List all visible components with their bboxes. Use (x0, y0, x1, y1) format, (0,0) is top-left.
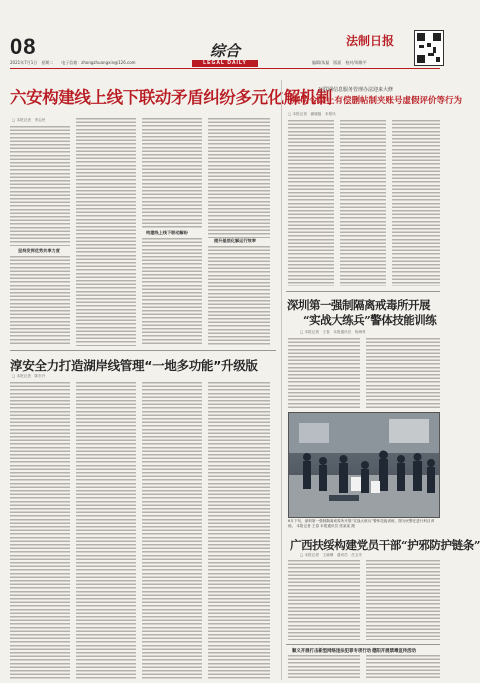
lead-headline[interactable]: 六安构建线上线下联动矛盾纠纷多元化解机制 (10, 88, 333, 107)
column-divider (281, 80, 282, 680)
lead-byline: □ 本报记者 李志民 (12, 118, 46, 122)
lead-text-col-3b (142, 238, 202, 346)
section-rule (10, 350, 276, 351)
qr-code-icon[interactable] (414, 30, 444, 66)
guangxi-headline[interactable]: 广西扶绥构建党员干部“护邪防护链条” (290, 538, 480, 552)
section-header (192, 44, 258, 66)
date-line: 2021年7月1日 星期二 电子信箱：zhongzhuangxin@126.com (10, 60, 136, 65)
footer-text-1 (288, 655, 360, 679)
footer-item-title-1[interactable]: 顺义开展打击新型网络违法犯罪专项行动 (292, 649, 372, 654)
guangxi-byline: □ 本报记者 王晓琳 通讯员 任玉安 (300, 553, 363, 557)
section-en: LEGAL DAILY (192, 60, 258, 67)
right-text-col-2 (340, 120, 386, 286)
lead-text-col-1 (10, 126, 70, 246)
shenzhen-text-col-1 (288, 338, 360, 408)
right-text-col-3 (392, 120, 440, 286)
editors-line: 编辑/朱磊 版面 校对/周维平 (312, 60, 367, 65)
shenzhen-byline: □ 本报记者 王春 本报通讯员 杨海青 (300, 330, 366, 334)
lead-subhead-2: 构建线上线下联动解纷 (146, 230, 188, 235)
lead-text-col-2 (76, 118, 136, 346)
lead-text-col-4b (208, 246, 270, 346)
right-headline[interactable]: 规明令禁止有偿删帖制夹账号虚假评价等行为 (292, 96, 463, 106)
footer-item-title-2[interactable]: 德阳开展禁毒宣传活动 (372, 649, 416, 654)
photo-caption: 6月下旬，深圳第一强制隔离戒毒所开展“实战大练兵”警体技能训练，图为民警在进行科目训练。 本报记者 王春 本报通讯员 张某某 摄 (288, 519, 435, 528)
news-photo[interactable] (288, 412, 440, 518)
lead-text-col-1b (10, 256, 70, 346)
lead-subhead-3: 提升基层化解运行效率 (214, 238, 256, 243)
footer-text-2 (366, 655, 440, 679)
safety-headline[interactable]: 淳安全力打造湖岸线管理“一地多功能”升级版 (10, 358, 258, 373)
footer-rule (286, 644, 440, 645)
shenzhen-title-2[interactable]: “实战大练兵”警体技能训练 (303, 313, 437, 327)
newspaper-logo: 法制日报 (346, 34, 395, 48)
shenzhen-text-col-2 (366, 338, 440, 408)
masthead-rule (10, 68, 440, 69)
safety-text-col-1 (10, 382, 70, 680)
section-title: 综合 (209, 42, 240, 60)
safety-text-col-3 (142, 382, 202, 680)
safety-byline: □ 本报记者 陈东升 (12, 374, 46, 378)
safety-text-col-4 (208, 382, 270, 680)
safety-text-col-2 (76, 382, 136, 680)
right-text-col-1 (288, 120, 334, 286)
lead-subhead-1: 坚持发挥优势共享力度 (18, 248, 60, 253)
shenzhen-title-1[interactable]: 深圳第一强制隔离戒毒所开展 (287, 298, 430, 312)
lead-text-col-4 (208, 118, 270, 238)
right-rule (286, 291, 440, 292)
right-byline: □ 本报记者 蒲晓磊 本报讯 (288, 112, 336, 116)
officers-training-illustration (289, 413, 439, 517)
lead-text-col-3 (142, 118, 202, 228)
guangxi-text-col-2 (366, 560, 440, 640)
page-number: 08 (10, 34, 37, 59)
guangxi-text-col-1 (288, 560, 360, 640)
right-kicker: 互联网信息服务管理办法迎来大修 (318, 87, 394, 93)
